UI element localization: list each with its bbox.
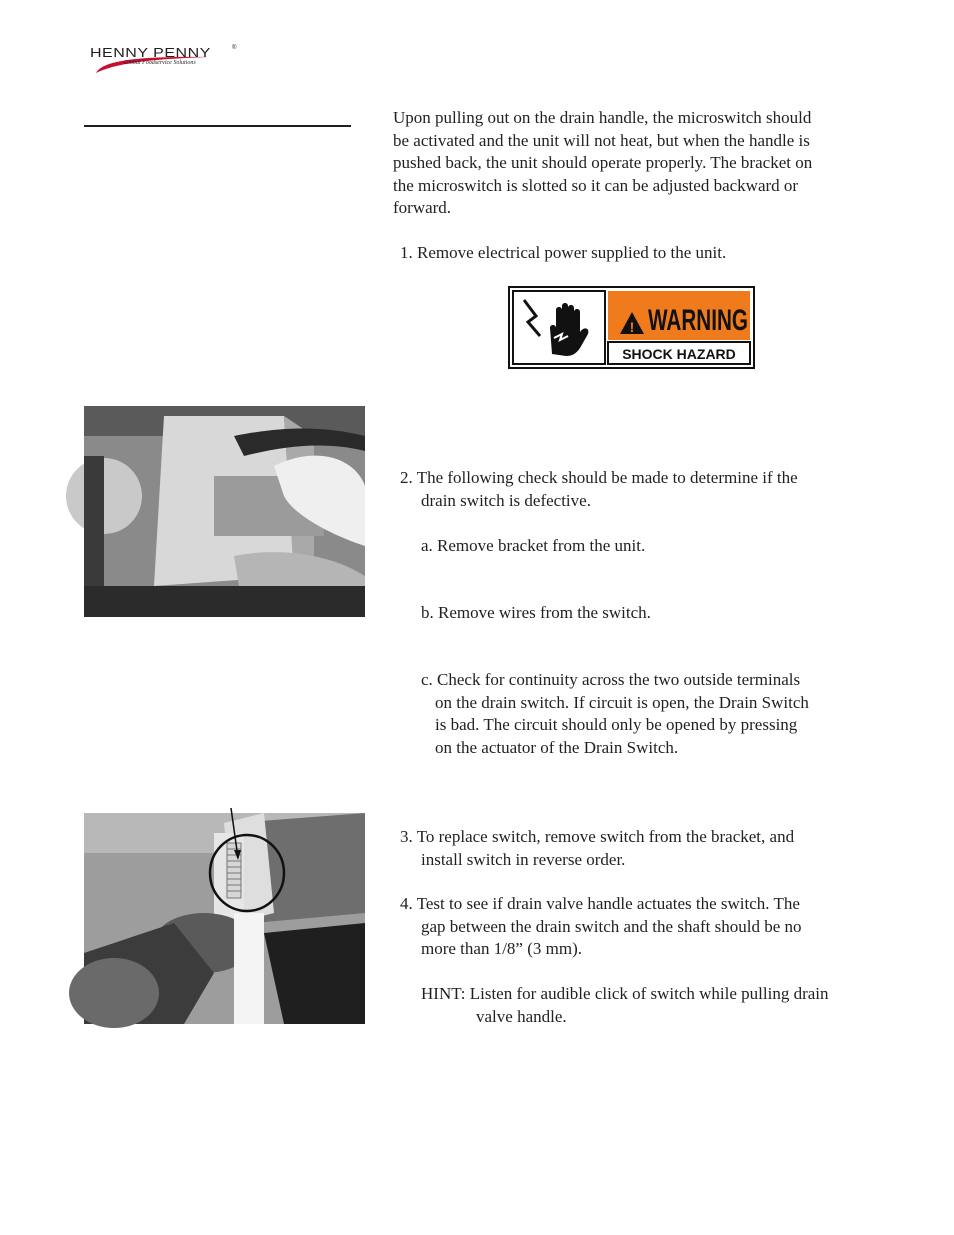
intro-line: pushed back, the unit should operate properly. The bracket on xyxy=(393,153,813,172)
step-4-line: gap between the drain switch and the shaft should be no xyxy=(421,916,802,936)
step-2-line: 2. The following check should be made to determine if the xyxy=(400,468,798,487)
step-2-line: drain switch is defective. xyxy=(421,490,591,510)
warning-label-graphic xyxy=(510,288,753,367)
hint-line: HINT: Listen for audible click of switch while pulling drain xyxy=(421,984,829,1003)
step-4 xyxy=(400,893,802,961)
svg-text:!: ! xyxy=(629,319,635,335)
step-2c-line: is bad. The circuit should only be opened by pressing xyxy=(435,715,798,734)
hint-line: valve handle. xyxy=(476,1006,567,1026)
logo-brand-name: HENNY PENNY xyxy=(90,47,211,61)
shock-hazard-warning-label xyxy=(508,286,755,369)
step-2a: a. Remove bracket from the unit. xyxy=(421,536,646,555)
warning-subtitle: SHOCK HAZARD xyxy=(622,346,736,362)
logo-registered-mark: ® xyxy=(232,45,237,51)
intro-line: Upon pulling out on the drain handle, the microswitch should xyxy=(393,108,812,127)
drain-switch-bracket-photo xyxy=(84,406,365,617)
step-2c-line: on the actuator of the Drain Switch. xyxy=(435,737,679,757)
intro-paragraph xyxy=(393,107,812,220)
logo-tagline: Global Foodservice Solutions xyxy=(124,60,196,66)
section-rule xyxy=(84,125,351,127)
step-2 xyxy=(400,467,798,512)
intro-line: forward. xyxy=(393,198,452,217)
intro-line: the microswitch is slotted so it can be adjusted backward or xyxy=(393,175,799,195)
step-2b: b. Remove wires from the switch. xyxy=(421,603,651,622)
intro-line: be activated and the unit will not heat, but when the handle is xyxy=(393,130,810,150)
step-4-line: 4. Test to see if drain valve handle actuates the switch. The xyxy=(400,894,800,913)
henny-penny-logo xyxy=(88,42,248,76)
step-2c-line: c. Check for continuity across the two outside terminals xyxy=(421,670,801,689)
hint xyxy=(421,983,829,1028)
step-3 xyxy=(400,826,794,871)
step-2c-line: on the drain switch. If circuit is open, the Drain Switch xyxy=(435,692,809,712)
step-3-line: 3. To replace switch, remove switch from the bracket, and xyxy=(400,827,795,846)
step-1: 1. Remove electrical power supplied to the unit. xyxy=(400,243,727,262)
step-3-line: install switch in reverse order. xyxy=(421,849,626,869)
callout-pointer-line xyxy=(225,808,245,860)
step-4-line: more than 1/8” (3 mm). xyxy=(421,939,582,958)
step-2c xyxy=(421,669,809,759)
warning-title: WARNING xyxy=(648,304,748,337)
